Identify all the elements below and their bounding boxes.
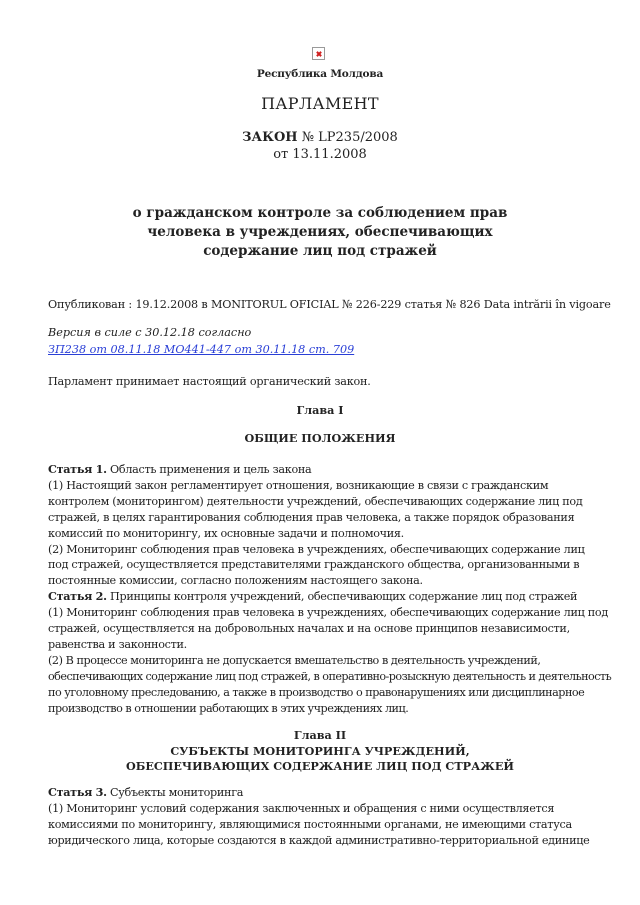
version-info: Версия в силе с 30.12.18 согласно (48, 326, 252, 339)
paragraph-line: (2) Мониторинг соблюдения прав человека в учреждениях, обеспечивающих содержание лиц (48, 542, 585, 556)
article-heading (48, 462, 596, 478)
country-name: Республика Молдова (256, 68, 384, 80)
law-title-line: человека в учреждениях, обеспечивающих (147, 224, 493, 240)
chapter-1-title: ОБЩИЕ ПОЛОЖЕНИЯ (244, 431, 396, 445)
paragraph-line: постоянные комиссии, согласно положениям настоящего закона. (48, 574, 423, 588)
paragraph-line: (1) Настоящий закон регламентирует отношения, возникающие в связи с гражданским (48, 478, 549, 492)
chapter-2-heading (0, 728, 640, 775)
article-heading (48, 589, 596, 605)
paragraph-line: контролем (мониторингом) деятельности учреждений, обеспечивающих содержание лиц под (48, 494, 583, 508)
law-date: от 13.11.2008 (273, 147, 367, 162)
publication-info: Опубликован : 19.12.2008 в MONITORUL OFICIAL № 226-229 статья № 826 Data intrării în vigoare (48, 298, 611, 311)
law-title (100, 204, 540, 261)
article-title: Субъекты мониторинга (106, 786, 244, 799)
article-number: Статья 1. (48, 462, 107, 476)
chapter-2-label: Глава II (293, 728, 347, 742)
chapter-1-body (48, 462, 612, 717)
intro-sentence: Парламент принимает настоящий органический закон. (48, 375, 371, 388)
chapter-2-body (48, 785, 596, 849)
paragraph-line: под стражей, осуществляется представителями гражданского общества, организованными в (48, 558, 580, 572)
law-number (0, 130, 640, 145)
article-number: Статья 3. (48, 785, 107, 799)
paragraph-line: комиссий по мониторингу, их основные задачи и полномочия. (48, 526, 404, 540)
chapter-2-title-line: СУБЪЕКТЫ МОНИТОРИНГА УЧРЕЖДЕНИЙ, (170, 743, 470, 758)
article-title: Принципы контроля учреждений, обеспечивающих содержание лиц под стражей (106, 590, 578, 604)
article-title: Область применения и цель закона (106, 463, 312, 476)
chapter-1-label: Глава I (296, 403, 344, 417)
issuing-body: ПАРЛАМЕНТ (261, 94, 379, 113)
paragraph-line: (1) Мониторинг соблюдения прав человека в учреждениях, обеспечивающих содержание лиц под (48, 606, 608, 620)
broken-image-icon (312, 47, 325, 60)
paragraph-line: стражей, осуществляется на добровольных началах и на основе принципов независимости, (48, 622, 570, 636)
paragraph-line: (1) Мониторинг условий содержания заключенных и обращения с ними осуществляется (48, 801, 555, 815)
amendment-link[interactable]: ЗП238 от 08.11.18 МО441-447 от 30.11.18 ст. 709 (48, 343, 355, 356)
law-title-line: содержание лиц под стражей (203, 243, 437, 259)
paragraph-line: производство в отношении работающих в этих учреждениях лиц. (48, 701, 409, 715)
law-label: ЗАКОН (242, 130, 298, 145)
article-number: Статья 2. (48, 589, 107, 604)
law-title-line: о гражданском контроле за соблюдением прав (132, 205, 508, 221)
paragraph-line: юридического лица, которые создаются в каждой административно-территориальной единице (48, 833, 590, 847)
law-number-value: № LP235/2008 (301, 130, 398, 145)
paragraph-line: обеспечивающих содержание лиц под стражей, в оперативно-розыскную деятельность и деятельность (48, 669, 612, 683)
paragraph-line: равенства и законности. (48, 637, 187, 651)
paragraph-line: комиссиями по мониторингу, являющимися постоянными органами, не имеющими статуса (48, 817, 572, 831)
paragraph-line: стражей, в целях гарантирования соблюдения прав человека, а также порядок образования (48, 510, 575, 524)
paragraph-line: по уголовному преследованию, а также в производство о правонарушениях или дисциплинарное (48, 685, 585, 699)
chapter-2-title-line: ОБЕСПЕЧИВАЮЩИХ СОДЕРЖАНИЕ ЛИЦ ПОД СТРАЖЕЙ (126, 759, 514, 773)
article-heading (48, 785, 596, 801)
paragraph-line: (2) В процессе мониторинга не допускается вмешательство в деятельность учреждений, (48, 653, 541, 667)
